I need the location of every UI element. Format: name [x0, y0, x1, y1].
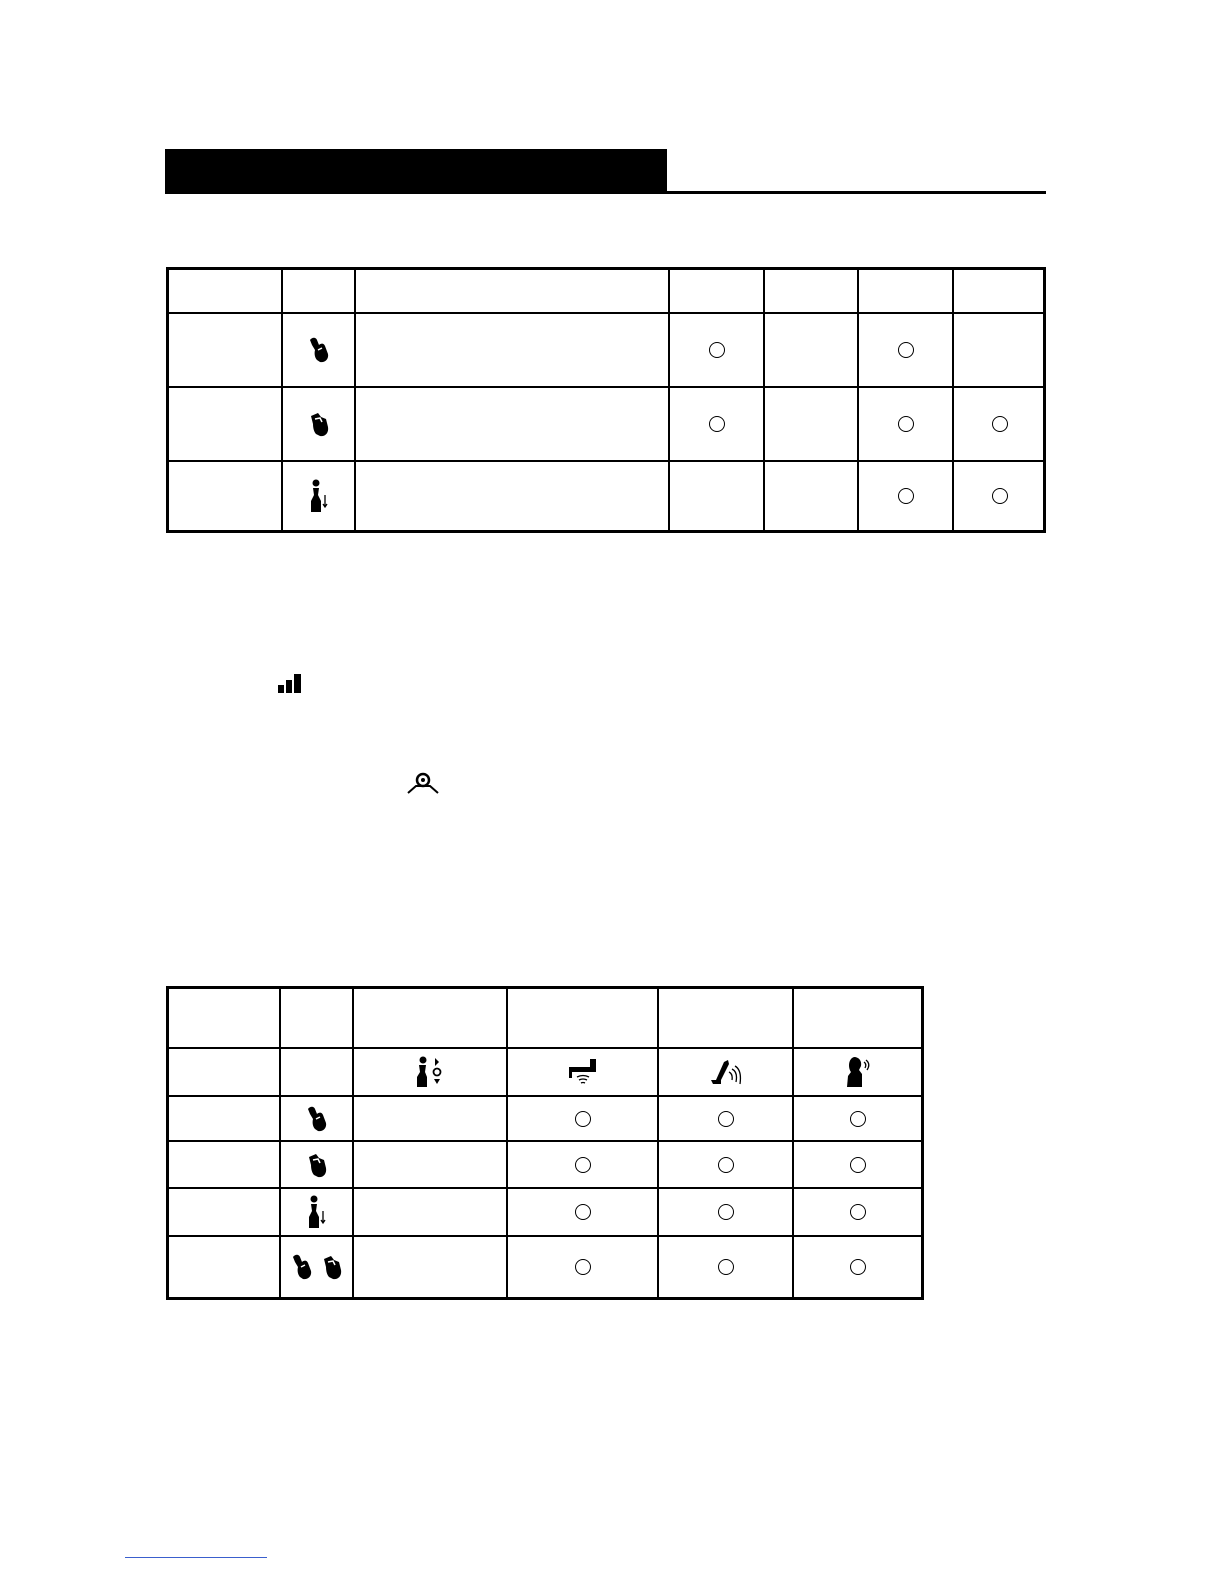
- table2-r4-c4: [794, 1237, 921, 1297]
- column-divider: [763, 270, 765, 530]
- table1-r2-c4: [954, 388, 1046, 460]
- table2-r4-c2: [508, 1237, 657, 1297]
- grab-hand-icon: [291, 1253, 313, 1281]
- leg-vibration-icon: [659, 1049, 792, 1095]
- section-header-rule: [165, 191, 1046, 194]
- body-roll-icon: [281, 1189, 352, 1235]
- table1-r3-c3: [859, 462, 952, 530]
- table2-r3-c4: [794, 1189, 921, 1235]
- table2-r3-c3: [659, 1189, 792, 1235]
- column-divider: [354, 270, 356, 530]
- seat-vibration-icon: [508, 1049, 657, 1095]
- table2-r1-c4: [794, 1097, 921, 1140]
- grab-hand-icon: [281, 1097, 352, 1140]
- footer-link-underline[interactable]: [125, 1557, 267, 1558]
- table2-r3-c2: [508, 1189, 657, 1235]
- section-header-bar: [165, 149, 667, 194]
- knead-hand-icon: [321, 1253, 343, 1281]
- column-divider: [352, 989, 354, 1297]
- body-roll-icon: [283, 462, 354, 530]
- table1-r2-c3: [859, 388, 952, 460]
- table2-r1-c3: [659, 1097, 792, 1140]
- table2-r4-c3: [659, 1237, 792, 1297]
- table1-r3-c4: [954, 462, 1046, 530]
- knead-hand-icon: [283, 388, 354, 460]
- table1-r1-c3: [859, 314, 952, 386]
- table2-r2-c3: [659, 1142, 792, 1187]
- seat-position-icon: [407, 772, 439, 799]
- neck-shoulder-icon: [794, 1049, 921, 1095]
- table2-r2-c4: [794, 1142, 921, 1187]
- intensity-bars-icon: [278, 673, 302, 698]
- grab-knead-combo: [281, 1237, 352, 1297]
- table1-r1-c1: [670, 314, 763, 386]
- body-scan-icon: [354, 1049, 506, 1095]
- table1-r2-c1: [670, 388, 763, 460]
- knead-hand-icon: [281, 1142, 352, 1187]
- combined-program-table: [166, 986, 924, 1300]
- table2-r1-c2: [508, 1097, 657, 1140]
- grab-hand-icon: [283, 314, 354, 386]
- table2-r2-c2: [508, 1142, 657, 1187]
- massage-technique-table: [166, 267, 1046, 533]
